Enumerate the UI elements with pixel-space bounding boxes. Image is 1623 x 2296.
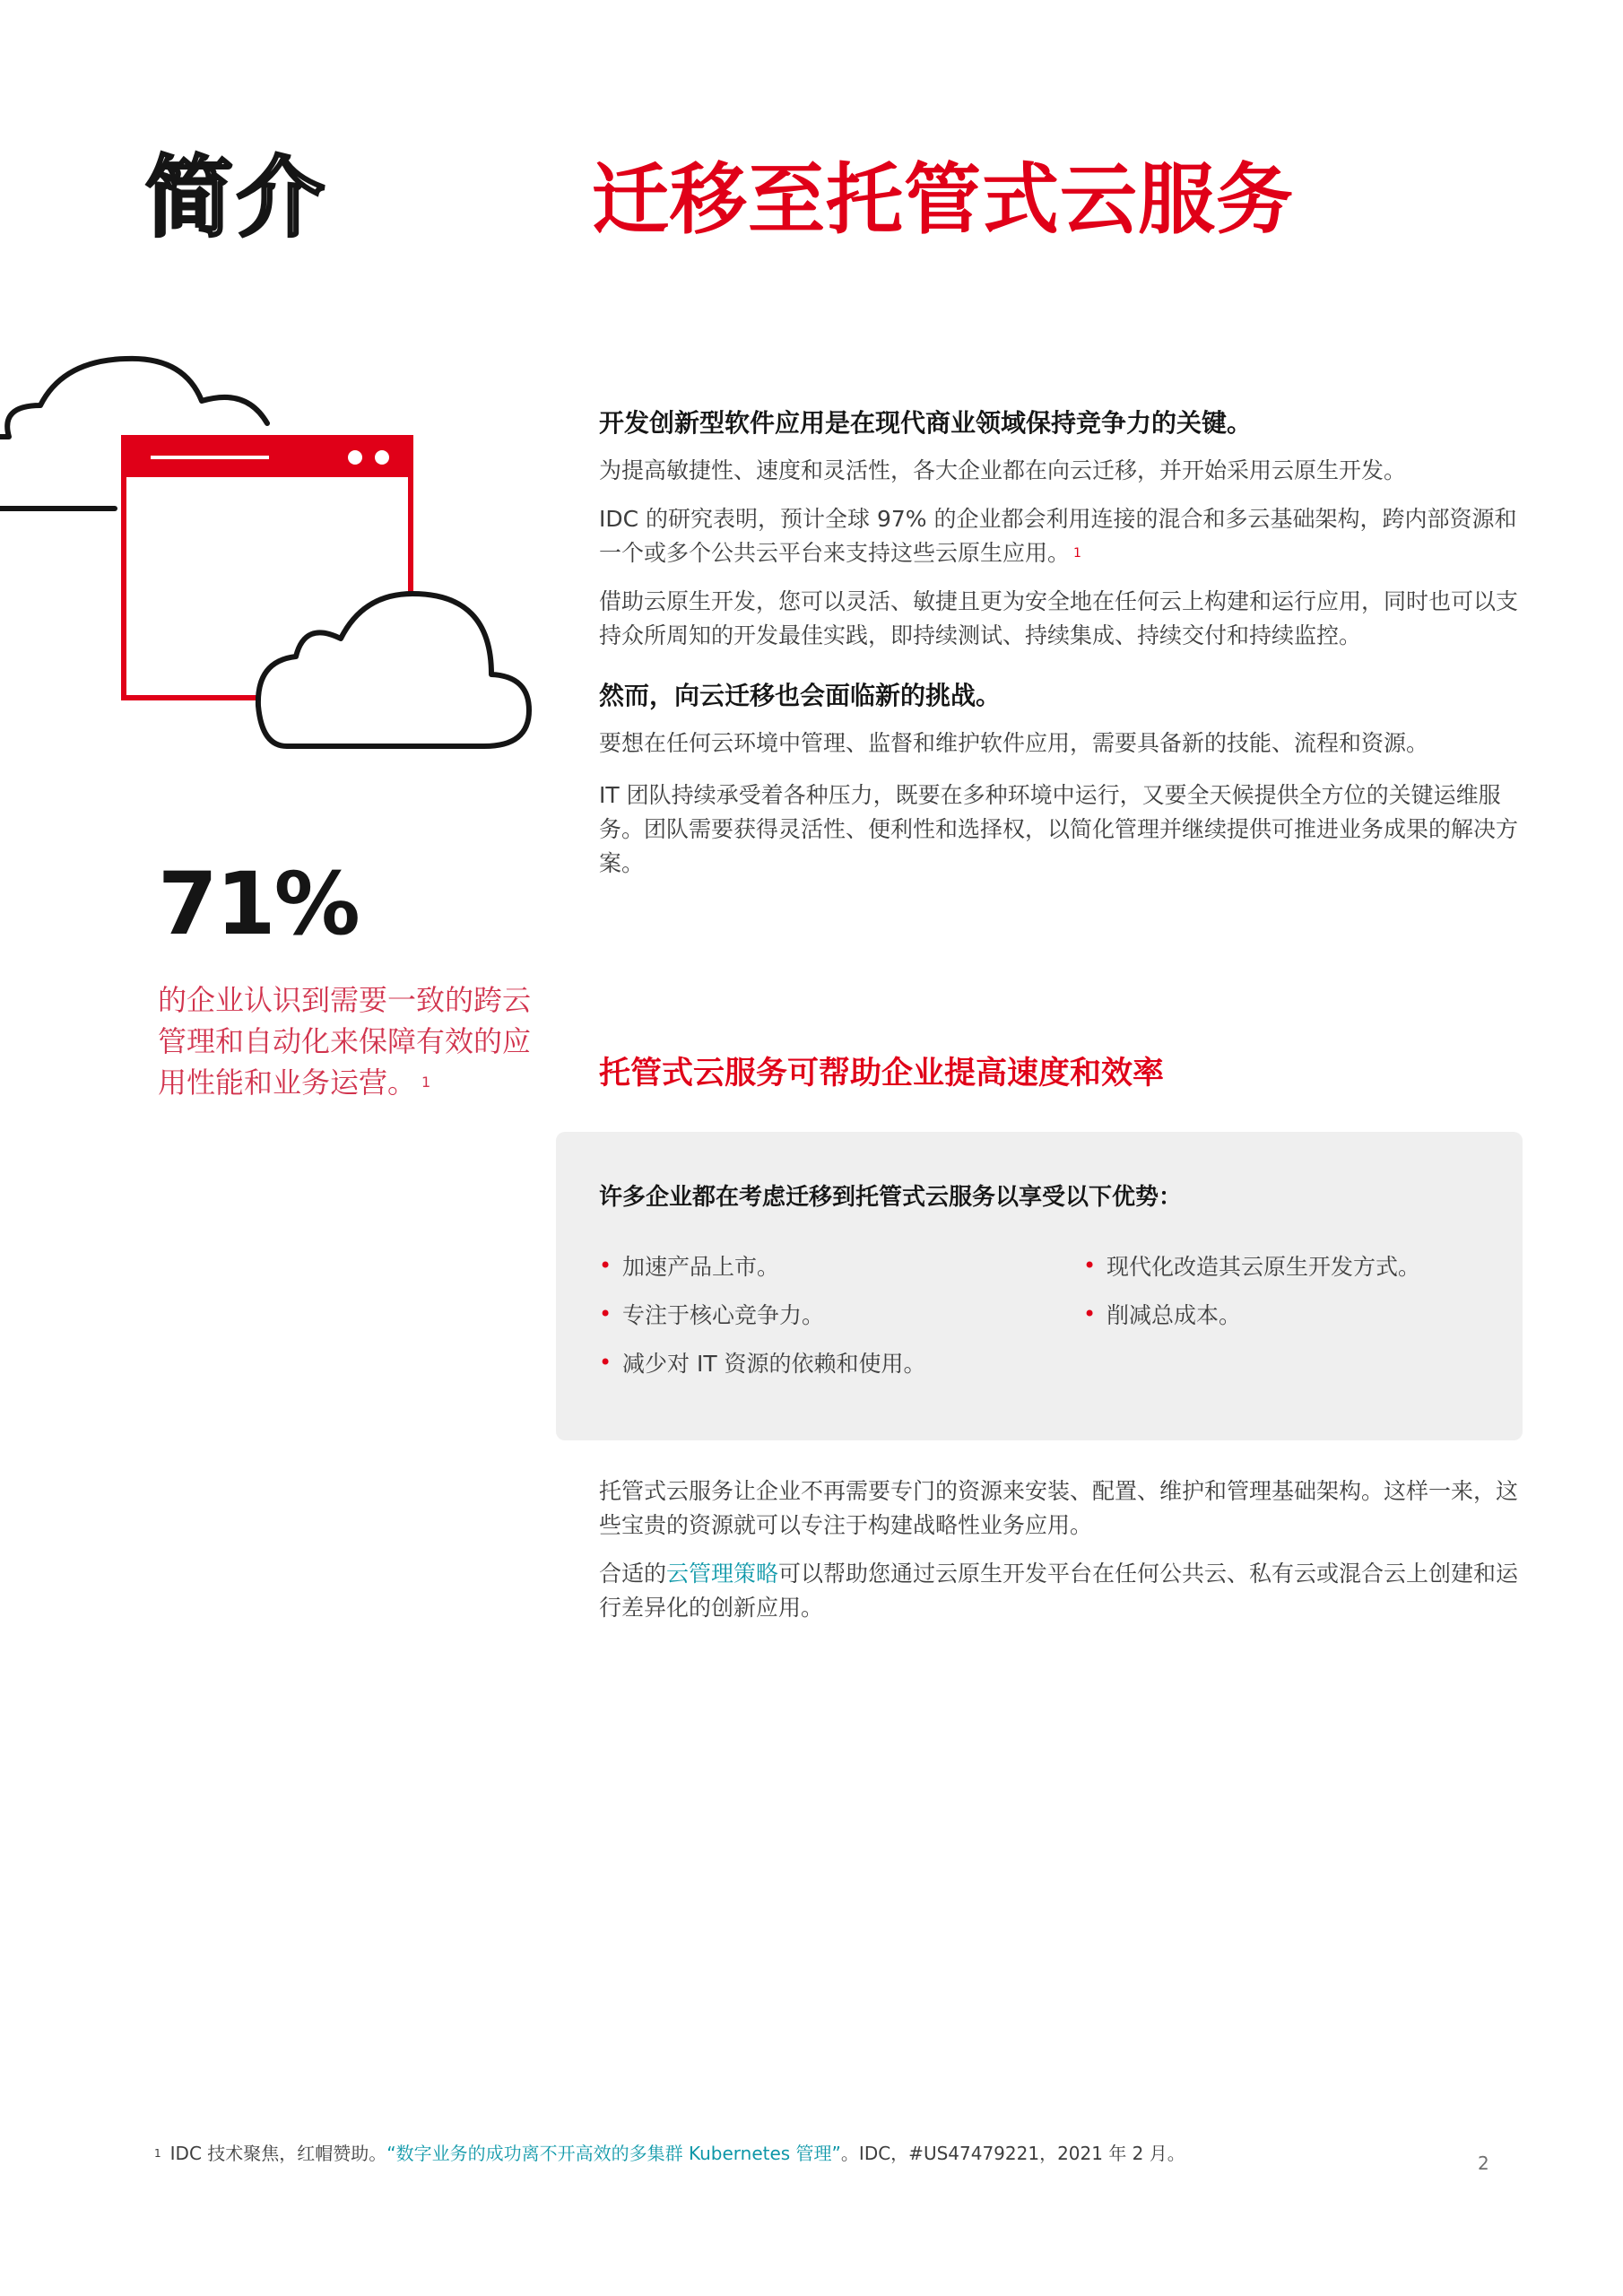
- footnote-text: 。IDC，#US47479221，2021 年 2 月。: [840, 2143, 1185, 2164]
- stat-text: 的企业认识到需要一致的跨云管理和自动化来保障有效的应用性能和业务运营。: [158, 983, 532, 1100]
- paragraph: IT 团队持续承受着各种压力，既要在多种环境中运行，又要全天候提供全方位的关键运维服务。团队需要获得灵活性、便利性和选择权，以简化管理并继续提供可推进业务成果的解决方案。: [599, 782, 1519, 876]
- stat-number: 71%: [158, 854, 359, 954]
- bullet-icon: •: [599, 1350, 612, 1375]
- footnote-link[interactable]: “数字业务的成功离不开高效的多集群 Kubernetes 管理”: [386, 2143, 841, 2164]
- list-item: [1083, 1248, 1496, 1283]
- section-label: 简介: [145, 147, 329, 249]
- list-item: [599, 1248, 1083, 1283]
- footnote-number: 1: [154, 2147, 161, 2160]
- cloud-management-strategy-link[interactable]: 云管理策略: [666, 1561, 779, 1587]
- bullet-icon: •: [1083, 1253, 1097, 1278]
- benefits-title: 许多企业都在考虑迁移到托管式云服务以享受以下优势：: [599, 1184, 1183, 1211]
- benefits-box: [556, 1132, 1523, 1440]
- paragraph-text: IDC 的研究表明，预计全球 97% 的企业都会利用连接的混合和多云基础架构，跨内部资源和一个或多个公共云平台来支持这些云原生应用。: [599, 506, 1517, 566]
- list-item-text: 加速产品上市。: [622, 1254, 780, 1280]
- paragraph: 为提高敏捷性、速度和灵活性，各大企业都在向云迁移，并开始采用云原生开发。: [599, 457, 1407, 483]
- footnote-ref: 1: [1073, 546, 1081, 561]
- list-item-text: 削减总成本。: [1107, 1302, 1242, 1328]
- footnote: [154, 2140, 1185, 2167]
- paragraph: 要想在任何云环境中管理、监督和维护软件应用，需要具备新的技能、流程和资源。: [599, 730, 1429, 756]
- paragraph: 借助云原生开发，您可以灵活、敏捷且更为安全地在任何云上构建和运行应用，同时也可以支持众所周知的开发最佳实践，即持续测试、持续集成、持续交付和持续监控。: [599, 588, 1519, 648]
- benefits-list: [599, 1248, 1496, 1379]
- stat-description: [158, 979, 534, 1103]
- page-title: 迁移至托管式云服务: [592, 155, 1294, 245]
- cloud-illustration: [0, 352, 538, 755]
- paragraph-text: 可以帮助您通过云原生开发平台在任何公共云、私有云或混合云上创建和运行差异化的创新应用。: [599, 1561, 1519, 1621]
- page-number: 2: [1478, 2152, 1489, 2174]
- list-item-text: 现代化改造其云原生开发方式。: [1107, 1254, 1421, 1280]
- paragraph: [599, 1557, 1523, 1625]
- list-item: [599, 1345, 1083, 1379]
- list-item-text: 专注于核心竞争力。: [622, 1302, 825, 1328]
- bullet-icon: •: [599, 1253, 612, 1278]
- section-heading: 托管式云服务可帮助企业提高速度和效率: [599, 1056, 1165, 1091]
- lead-heading: 然而，向云迁移也会面临新的挑战。: [599, 681, 1002, 710]
- footnote-text: IDC 技术聚焦，红帽赞助。: [169, 2143, 387, 2164]
- paragraph: 托管式云服务让企业不再需要专门的资源来安装、配置、维护和管理基础架构。这样一来，这些宝贵的资源就可以专注于构建战略性业务应用。: [599, 1478, 1519, 1538]
- footnote-ref: 1: [421, 1074, 431, 1091]
- lead-heading: 开发创新型软件应用是在现代商业领域保持竞争力的关键。: [599, 408, 1253, 438]
- list-item: [1083, 1297, 1496, 1331]
- list-item-text: 减少对 IT 资源的依赖和使用。: [622, 1351, 926, 1377]
- bullet-icon: •: [599, 1301, 612, 1326]
- paragraph-text: 合适的: [599, 1561, 667, 1587]
- list-item: [599, 1297, 1083, 1331]
- paragraph: [599, 502, 1523, 570]
- bullet-icon: •: [1083, 1301, 1097, 1326]
